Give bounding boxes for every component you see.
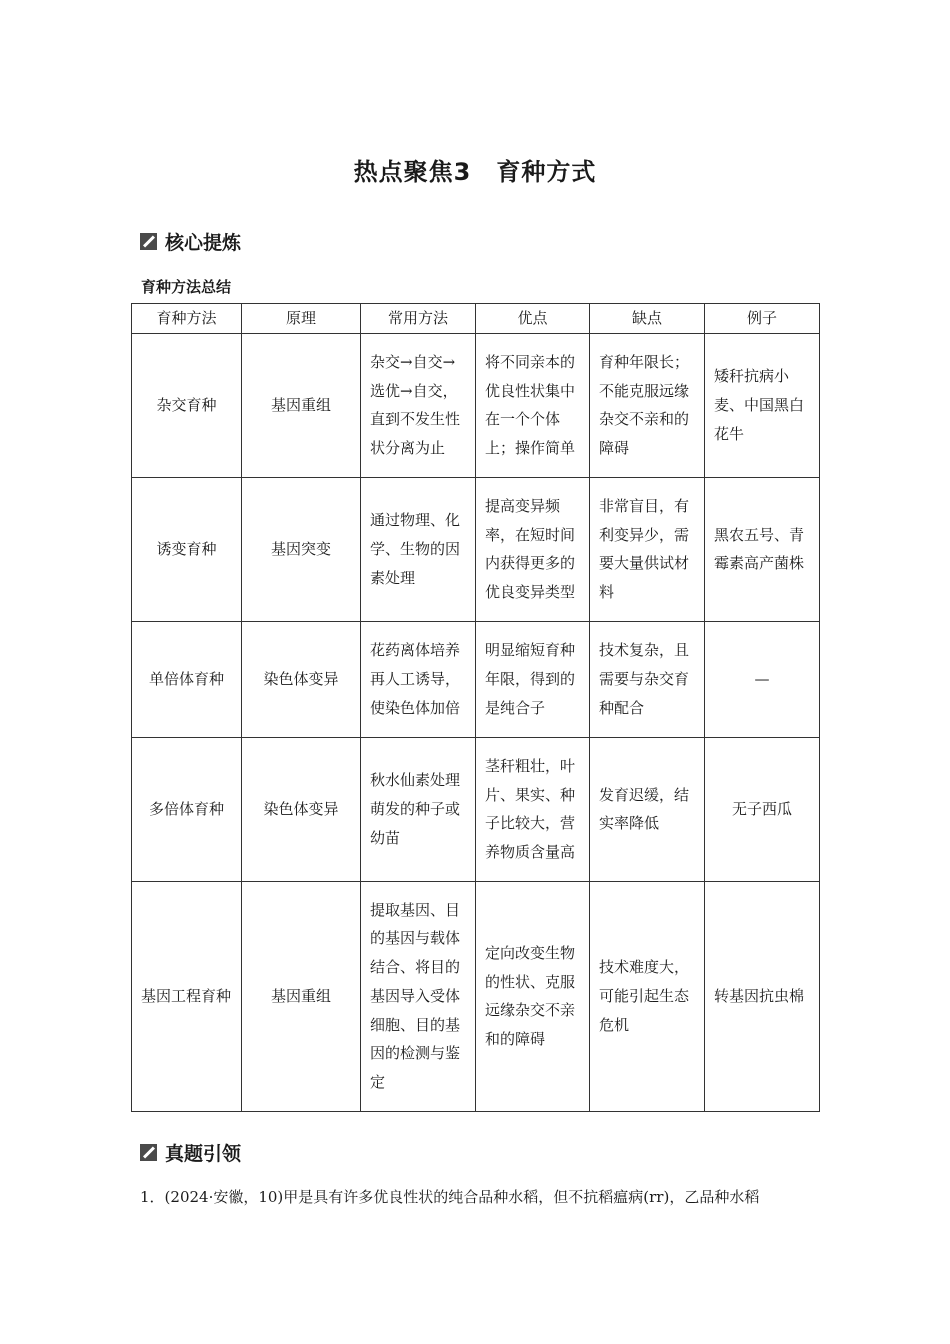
table-row bbox=[132, 737, 820, 881]
section-heading-exam-label: 真题引领 bbox=[165, 1142, 242, 1165]
table-cell: 技术复杂，且需要与杂交育种配合 bbox=[590, 621, 705, 737]
table-cell: 矮秆抗病小麦、中国黑白花牛 bbox=[705, 333, 820, 477]
table-cell: 基因突变 bbox=[242, 477, 361, 621]
table-cell: 诱变育种 bbox=[132, 477, 242, 621]
table-cell: 基因重组 bbox=[242, 333, 361, 477]
table-cell: 转基因抗虫棉 bbox=[705, 881, 820, 1111]
table-row bbox=[132, 477, 820, 621]
table-cell: 无子西瓜 bbox=[705, 737, 820, 881]
table-cell: 花药离体培养再人工诱导，使染色体加倍 bbox=[361, 621, 476, 737]
question-text: 1．(2024·安徽，10)甲是具有许多优良性状的纯合品种水稻，但不抗稻瘟病(rr)，乙品种水稻 bbox=[140, 1188, 760, 1206]
table-cell: 明显缩短育种年限，得到的是纯合子 bbox=[476, 621, 590, 737]
column-header: 常用方法 bbox=[361, 304, 476, 334]
table-cell: 黑农五号、青霉素高产菌株 bbox=[705, 477, 820, 621]
table-cell: 提取基因、目的基因与载体结合、将目的基因导入受体细胞、目的基因的检测与鉴定 bbox=[361, 881, 476, 1111]
table-cell: 多倍体育种 bbox=[132, 737, 242, 881]
table-cell: 通过物理、化学、生物的因素处理 bbox=[361, 477, 476, 621]
column-header: 缺点 bbox=[590, 304, 705, 334]
table-cell: 非常盲目，有利变异少，需要大量供试材料 bbox=[590, 477, 705, 621]
page-title: 热点聚焦3 育种方式 bbox=[353, 158, 597, 186]
table-cell: — bbox=[705, 621, 820, 737]
table-cell: 染色体变异 bbox=[242, 737, 361, 881]
column-header: 原理 bbox=[242, 304, 361, 334]
section-heading-core bbox=[140, 228, 241, 254]
table-cell: 发育迟缓，结实率降低 bbox=[590, 737, 705, 881]
table-row bbox=[132, 333, 820, 477]
table-cell: 染色体变异 bbox=[242, 621, 361, 737]
table-cell: 基因重组 bbox=[242, 881, 361, 1111]
table-cell: 将不同亲本的优良性状集中在一个个体上；操作简单 bbox=[476, 333, 590, 477]
table-row bbox=[132, 881, 820, 1111]
column-header: 例子 bbox=[705, 304, 820, 334]
square-pencil-icon bbox=[140, 1144, 157, 1161]
table-cell: 提高变异频率，在短时间内获得更多的优良变异类型 bbox=[476, 477, 590, 621]
table-cell: 单倍体育种 bbox=[132, 621, 242, 737]
square-pencil-icon bbox=[140, 233, 157, 250]
table-cell: 定向改变生物的性状、克服远缘杂交不亲和的障碍 bbox=[476, 881, 590, 1111]
column-header: 育种方法 bbox=[132, 304, 242, 334]
table-cell: 秋水仙素处理萌发的种子或幼苗 bbox=[361, 737, 476, 881]
table-row bbox=[132, 621, 820, 737]
table-cell: 茎秆粗壮，叶片、果实、种子比较大，营养物质含量高 bbox=[476, 737, 590, 881]
column-header: 优点 bbox=[476, 304, 590, 334]
table-cell: 技术难度大，可能引起生态危机 bbox=[590, 881, 705, 1111]
table-cell: 杂交→自交→选优→自交，直到不发生性状分离为止 bbox=[361, 333, 476, 477]
table-header-row bbox=[132, 304, 820, 334]
table-caption: 育种方法总结 bbox=[141, 278, 232, 296]
table-cell: 杂交育种 bbox=[132, 333, 242, 477]
table-cell: 育种年限长；不能克服远缘杂交不亲和的障碍 bbox=[590, 333, 705, 477]
section-heading-exam bbox=[140, 1139, 241, 1165]
section-heading-core-label: 核心提炼 bbox=[165, 231, 242, 254]
table-cell: 基因工程育种 bbox=[132, 881, 242, 1111]
breeding-methods-table bbox=[131, 303, 820, 1112]
